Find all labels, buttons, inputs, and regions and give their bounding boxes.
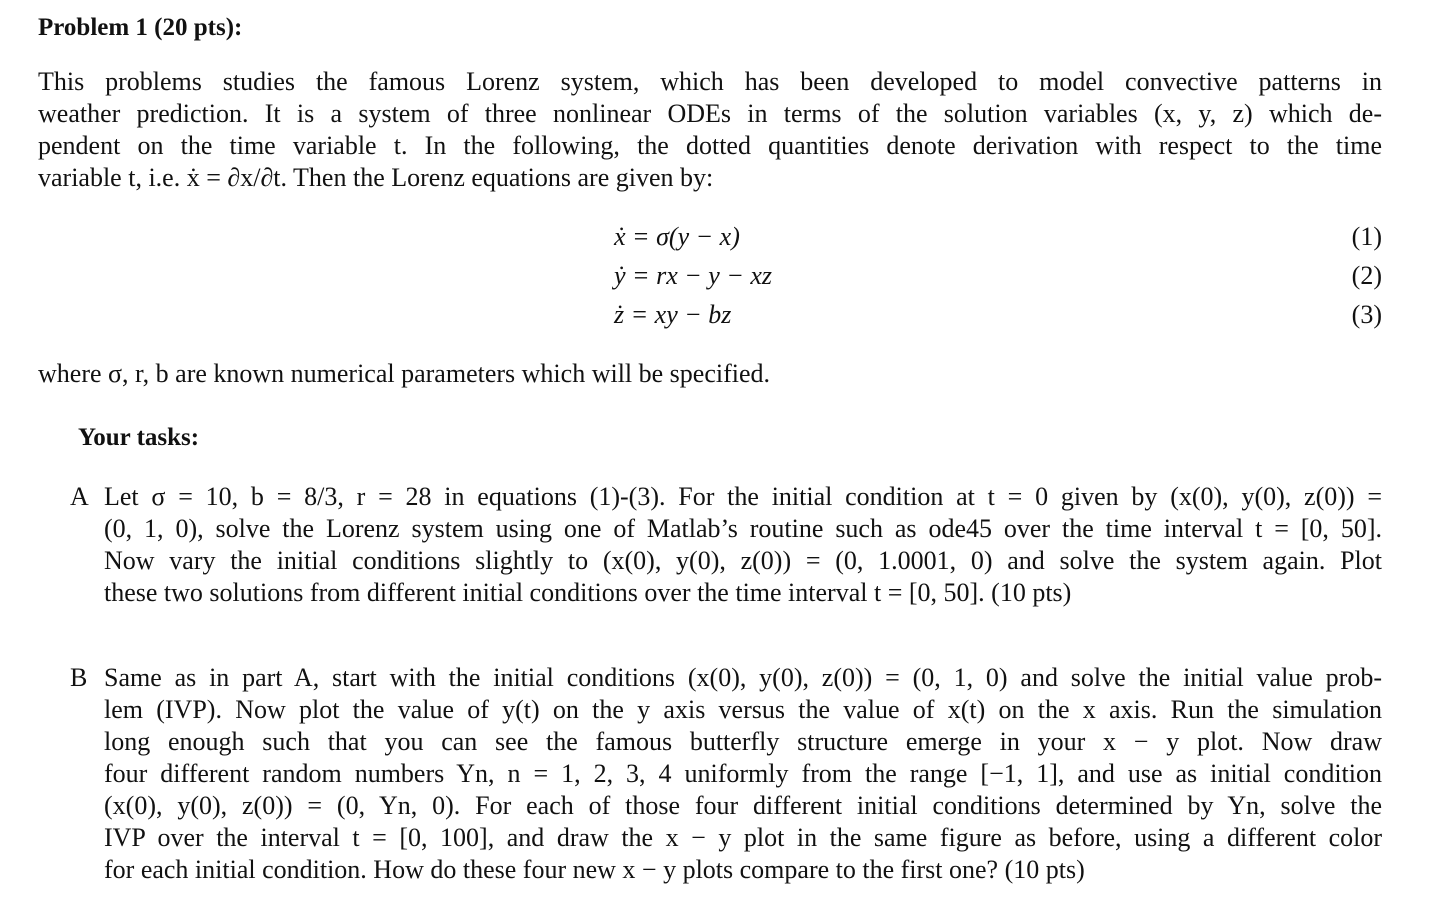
problem-title: Problem 1 (20 pts):: [38, 14, 243, 41]
task-line: Same as in part A, start with the initial conditions (x(0), y(0), z(0)) = (0, 1, 0) and solve the initial value prob-: [104, 663, 1382, 692]
task-line: (x(0), y(0), z(0)) = (0, Yn, 0). For each of those four different initial conditions determined by Yn, solve the: [104, 791, 1382, 820]
equation-expr: ẏ = rx − y − xz: [614, 261, 773, 290]
task-line: Let σ = 10, b = 8/3, r = 28 in equations (1)-(3). For the initial condition at t = 0 given by (x(0), y(0), z(0)) =: [104, 482, 1382, 511]
intro-line: variable t, i.e. ẋ = ∂x/∂t. Then the Lorenz equations are given by:: [38, 163, 714, 192]
task-line: lem (IVP). Now plot the value of y(t) on the y axis versus the value of x(t) on the x axis. Run the simulation: [104, 695, 1382, 724]
equation-row: [38, 261, 1382, 300]
intro-line: This problems studies the famous Lorenz system, which has been developed to model convective patterns in: [38, 67, 1382, 96]
task-line: IVP over the interval t = [0, 100], and draw the x − y plot in the same figure as before, using a different color: [104, 823, 1382, 852]
task-b-marker: B: [70, 663, 88, 692]
equation-row: [38, 300, 1382, 339]
task-a-body: [104, 481, 1382, 609]
task-b-body: [104, 662, 1382, 886]
equation-expr: ẋ = σ(y − x): [614, 222, 740, 251]
equation-row: [38, 222, 1382, 261]
where-paragraph: [38, 358, 1382, 390]
equation-expr: ż = xy − bz: [614, 300, 732, 329]
where-line: where σ, r, b are known numerical parameters which will be specified.: [38, 359, 771, 388]
equation-number: (1): [1351, 222, 1382, 251]
tasks-heading: Your tasks:: [78, 424, 200, 451]
task-line: long enough such that you can see the famous butterfly structure emerge in your x − y plot. Now draw: [104, 727, 1382, 756]
equation-number: (2): [1351, 261, 1382, 290]
task-a-marker: A: [70, 482, 89, 511]
lorenz-equations: [38, 222, 1382, 339]
intro-paragraph: [38, 66, 1382, 194]
equation-number: (3): [1351, 300, 1382, 329]
task-line: four different random numbers Yn, n = 1, 2, 3, 4 uniformly from the range [−1, 1], and use as initial condition: [104, 759, 1382, 788]
intro-line: pendent on the time variable t. In the following, the dotted quantities denote derivation with respect to the time: [38, 131, 1382, 160]
task-line: for each initial condition. How do these four new x − y plots compare to the first one? (10 pts): [104, 855, 1085, 884]
task-line: these two solutions from different initial conditions over the time interval t = [0, 50]. (10 pts): [104, 578, 1072, 607]
task-line: Now vary the initial conditions slightly to (x(0), y(0), z(0)) = (0, 1.0001, 0) and solve the system again. Plot: [104, 546, 1382, 575]
intro-line: weather prediction. It is a system of three nonlinear ODEs in terms of the solution variables (x, y, z) which de-: [38, 99, 1382, 128]
task-line: (0, 1, 0), solve the Lorenz system using one of Matlab’s routine such as ode45 over the time interval t = [0, 50].: [104, 514, 1382, 543]
